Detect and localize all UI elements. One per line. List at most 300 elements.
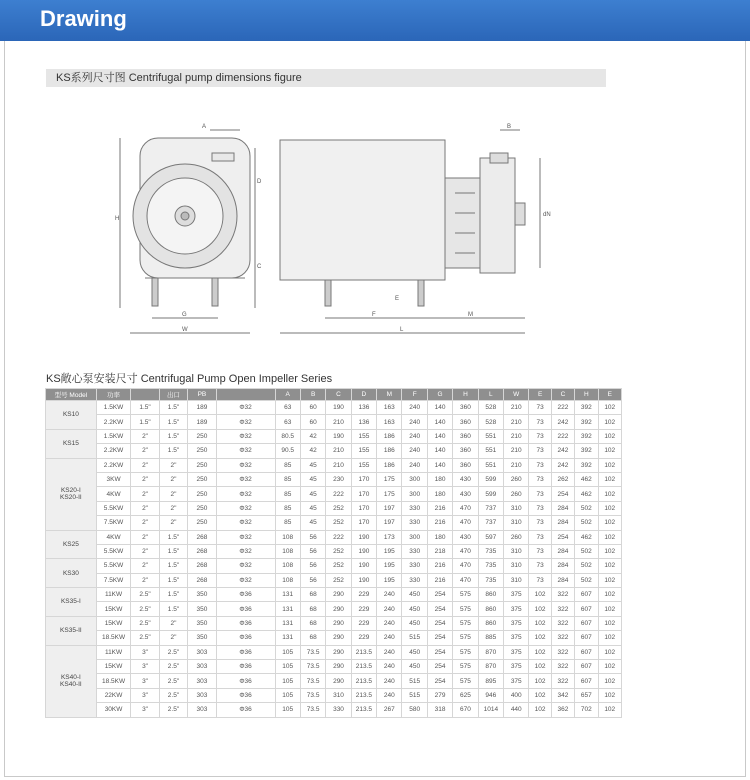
table-cell: 42 [300, 429, 325, 443]
table-cell: 430 [453, 487, 478, 501]
table-cell: 140 [427, 458, 452, 472]
table-cell: 45 [300, 458, 325, 472]
table-cell: Φ36 [216, 588, 275, 602]
svg-text:dN: dN [543, 212, 551, 218]
table-cell: 310 [504, 573, 529, 587]
table-cell: 102 [598, 458, 622, 472]
table-cell: 303 [188, 674, 216, 688]
table-cell: 528 [478, 401, 503, 415]
table-cell: 575 [453, 588, 478, 602]
table-cell: 254 [427, 616, 452, 630]
table-cell: 450 [402, 645, 427, 659]
table-row [46, 472, 622, 486]
table-cell: 73 [529, 429, 551, 443]
svg-text:M: M [468, 312, 473, 318]
table-cell: 105 [275, 674, 300, 688]
table-cell: 7.5KW [96, 573, 131, 587]
table-cell: 213.5 [351, 703, 376, 717]
table-cell: 360 [453, 429, 478, 443]
table-cell: 254 [427, 674, 452, 688]
table-cell: 303 [188, 660, 216, 674]
table-cell: 268 [188, 559, 216, 573]
table-cell: 284 [551, 559, 574, 573]
table-cell: 102 [598, 645, 622, 659]
table-cell: 105 [275, 660, 300, 674]
model-cell: KS20-I KS20-II [46, 458, 97, 530]
table-cell: 180 [427, 530, 452, 544]
table-cell: 470 [453, 501, 478, 515]
table-cell: Φ32 [216, 516, 275, 530]
table-cell: 195 [377, 559, 402, 573]
table-cell: 430 [453, 472, 478, 486]
table-cell: 375 [504, 588, 529, 602]
table-cell: 102 [529, 588, 551, 602]
table-cell: 392 [575, 415, 598, 429]
table-cell: 1.5" [159, 559, 187, 573]
banner-title: Drawing [40, 6, 127, 31]
table-cell: Φ32 [216, 458, 275, 472]
table-cell: 290 [326, 660, 351, 674]
table-cell: 2.5" [159, 660, 187, 674]
table-cell: 108 [275, 544, 300, 558]
table-cell: 73.5 [300, 645, 325, 659]
table-cell: 102 [598, 573, 622, 587]
table-cell: 360 [453, 401, 478, 415]
table-cell: 102 [529, 645, 551, 659]
table-row [46, 501, 622, 515]
table-cell: 322 [551, 602, 574, 616]
table-cell: 3" [131, 674, 159, 688]
table-row [46, 544, 622, 558]
table-cell: 4KW [96, 530, 131, 544]
table-cell: 195 [377, 573, 402, 587]
table-cell: 105 [275, 688, 300, 702]
table-cell: 2.5" [131, 588, 159, 602]
table-cell: 607 [575, 602, 598, 616]
table-cell: 213.5 [351, 674, 376, 688]
table-cell: 11KW [96, 588, 131, 602]
table-cell: 102 [598, 674, 622, 688]
table-cell: 737 [478, 516, 503, 530]
table-cell: 860 [478, 616, 503, 630]
table-row [46, 588, 622, 602]
table-cell: 670 [453, 703, 478, 717]
table-cell: 300 [402, 472, 427, 486]
table-cell: 870 [478, 645, 503, 659]
table-cell: 254 [427, 588, 452, 602]
table-cell: 222 [326, 487, 351, 501]
table-cell: 250 [188, 501, 216, 515]
svg-text:B: B [507, 124, 512, 130]
table-cell: Φ36 [216, 660, 275, 674]
table-cell: 190 [351, 530, 376, 544]
table-cell: 1.5" [159, 415, 187, 429]
table-cell: 73 [529, 559, 551, 573]
table-cell: 210 [504, 458, 529, 472]
table-row [46, 645, 622, 659]
table-cell: 3" [131, 703, 159, 717]
table-cell: 254 [551, 530, 574, 544]
table-cell: 450 [402, 660, 427, 674]
table-cell: 15KW [96, 602, 131, 616]
table-cell: 2.5" [131, 631, 159, 645]
table-cell: 502 [575, 573, 598, 587]
table-cell: 1.5" [159, 588, 187, 602]
table-cell: 735 [478, 544, 503, 558]
table-cell: 85 [275, 472, 300, 486]
table-cell: 5.5KW [96, 501, 131, 515]
table-cell: 375 [504, 631, 529, 645]
table-cell: 290 [326, 645, 351, 659]
table-cell: Φ36 [216, 602, 275, 616]
table-cell: 254 [427, 631, 452, 645]
table-cell: 322 [551, 631, 574, 645]
table-cell: 599 [478, 487, 503, 501]
table-cell: 737 [478, 501, 503, 515]
table-cell: 73 [529, 472, 551, 486]
table-cell: 515 [402, 674, 427, 688]
table-cell: 515 [402, 688, 427, 702]
table-cell: 597 [478, 530, 503, 544]
table-cell: 2" [131, 444, 159, 458]
model-cell: KS35-I [46, 588, 97, 617]
table-cell: 310 [504, 559, 529, 573]
table-cell: 170 [351, 516, 376, 530]
table-cell: Φ32 [216, 472, 275, 486]
table-cell: 73 [529, 444, 551, 458]
col-header: C [551, 389, 574, 401]
table-cell: 60 [300, 401, 325, 415]
table-cell: 45 [300, 501, 325, 515]
svg-text:A: A [202, 124, 207, 130]
table-cell: 240 [402, 444, 427, 458]
table-cell: Φ32 [216, 429, 275, 443]
table-cell: 284 [551, 573, 574, 587]
table-cell: 102 [598, 516, 622, 530]
table-cell: 102 [598, 559, 622, 573]
table-cell: 186 [377, 458, 402, 472]
table-cell: 240 [402, 458, 427, 472]
table-cell: 350 [188, 588, 216, 602]
table-cell: 222 [551, 401, 574, 415]
table-cell: 102 [598, 616, 622, 630]
table-cell: 210 [326, 415, 351, 429]
table-cell: 189 [188, 415, 216, 429]
table-cell: 2.5" [131, 602, 159, 616]
table-cell: 73 [529, 487, 551, 501]
table-cell: 268 [188, 530, 216, 544]
table-cell: 2" [131, 501, 159, 515]
table-cell: 625 [453, 688, 478, 702]
table-cell: 213.5 [351, 645, 376, 659]
table-cell: 528 [478, 415, 503, 429]
table-cell: 342 [551, 688, 574, 702]
table-cell: 155 [351, 444, 376, 458]
table-cell: 400 [504, 688, 529, 702]
table-cell: 108 [275, 573, 300, 587]
table-cell: 252 [326, 544, 351, 558]
table-cell: 213.5 [351, 688, 376, 702]
col-header: C [326, 389, 351, 401]
dimension-table [45, 388, 622, 718]
table-cell: 290 [326, 602, 351, 616]
table-cell: Φ36 [216, 616, 275, 630]
table-cell: 322 [551, 660, 574, 674]
table-cell: 284 [551, 516, 574, 530]
table-cell: 186 [377, 429, 402, 443]
table-cell: 216 [427, 559, 452, 573]
table-cell: 260 [504, 487, 529, 501]
table-cell: 2.5" [159, 703, 187, 717]
table-cell: 2" [159, 472, 187, 486]
table-cell: 502 [575, 559, 598, 573]
table-cell: 102 [598, 429, 622, 443]
table-cell: 310 [504, 516, 529, 530]
table-cell: 330 [326, 703, 351, 717]
table-cell: 102 [598, 415, 622, 429]
table-cell: 5.5KW [96, 544, 131, 558]
table-cell: 136 [351, 401, 376, 415]
table-cell: 290 [326, 616, 351, 630]
table-cell: 190 [351, 573, 376, 587]
table-cell: 18.5KW [96, 631, 131, 645]
table-cell: 2" [159, 501, 187, 515]
table-cell: 175 [377, 487, 402, 501]
table-cell: 242 [551, 415, 574, 429]
table-cell: 1014 [478, 703, 503, 717]
table-cell: 45 [300, 516, 325, 530]
table-cell: 210 [504, 401, 529, 415]
table-cell: 657 [575, 688, 598, 702]
table-cell: 702 [575, 703, 598, 717]
model-cell: KS40-I KS40-II [46, 645, 97, 717]
svg-text:D: D [257, 179, 262, 185]
table-cell: 3KW [96, 472, 131, 486]
table-cell: 250 [188, 487, 216, 501]
table-cell: 56 [300, 573, 325, 587]
table-cell: Φ36 [216, 688, 275, 702]
table-cell: 470 [453, 544, 478, 558]
table-cell: 197 [377, 516, 402, 530]
table-cell: 260 [504, 530, 529, 544]
table-row [46, 429, 622, 443]
table-cell: 2" [159, 458, 187, 472]
table-cell: 860 [478, 602, 503, 616]
table-cell: 210 [504, 444, 529, 458]
table-cell: 240 [377, 631, 402, 645]
table-cell: 218 [427, 544, 452, 558]
table-cell: 300 [402, 487, 427, 501]
table-cell: 102 [529, 602, 551, 616]
table-cell: 284 [551, 544, 574, 558]
table-cell: 222 [326, 530, 351, 544]
table-cell: 73 [529, 401, 551, 415]
motor-housing [280, 140, 445, 280]
table-cell: 450 [402, 588, 427, 602]
table-cell: 290 [326, 631, 351, 645]
table-cell: 63 [275, 401, 300, 415]
col-header: G [427, 389, 452, 401]
table-cell: 470 [453, 559, 478, 573]
table-cell: 2" [131, 530, 159, 544]
table-cell: 330 [402, 501, 427, 515]
table-cell: 330 [402, 559, 427, 573]
model-cell: KS35-II [46, 616, 97, 645]
table-cell: 2" [131, 544, 159, 558]
table-cell: 392 [575, 401, 598, 415]
table-cell: 102 [598, 544, 622, 558]
table-cell: 360 [453, 458, 478, 472]
table-cell: 551 [478, 444, 503, 458]
table-cell: 2" [159, 516, 187, 530]
table-cell: 599 [478, 472, 503, 486]
table-cell: 300 [402, 530, 427, 544]
table-cell: 350 [188, 616, 216, 630]
table-cell: 310 [504, 501, 529, 515]
header-banner [0, 0, 750, 41]
table-cell: Φ32 [216, 559, 275, 573]
table-cell: 102 [529, 688, 551, 702]
table-cell: 2" [159, 616, 187, 630]
table-cell: 260 [504, 472, 529, 486]
table-cell: 163 [377, 415, 402, 429]
table-cell: 56 [300, 559, 325, 573]
table-row [46, 530, 622, 544]
table-cell: 210 [504, 415, 529, 429]
table-cell: 607 [575, 588, 598, 602]
table-cell: 68 [300, 616, 325, 630]
table-cell: 290 [326, 674, 351, 688]
table-cell: 575 [453, 674, 478, 688]
table-cell: 440 [504, 703, 529, 717]
table-cell: 60 [300, 415, 325, 429]
table-cell: 362 [551, 703, 574, 717]
table-cell: 175 [377, 472, 402, 486]
table-cell: 330 [402, 516, 427, 530]
svg-text:F: F [372, 312, 376, 318]
table-row [46, 602, 622, 616]
table-cell: 108 [275, 530, 300, 544]
table-cell: Φ36 [216, 703, 275, 717]
table-cell: 140 [427, 444, 452, 458]
table-cell: Φ32 [216, 444, 275, 458]
table-cell: 895 [478, 674, 503, 688]
table-cell: 140 [427, 429, 452, 443]
table-cell: 450 [402, 602, 427, 616]
table-cell: 90.5 [275, 444, 300, 458]
table-row [46, 559, 622, 573]
table-cell: 575 [453, 616, 478, 630]
table-cell: 222 [551, 429, 574, 443]
table-cell: 575 [453, 602, 478, 616]
table-cell: 102 [598, 631, 622, 645]
table-cell: 45 [300, 472, 325, 486]
table-cell: Φ32 [216, 401, 275, 415]
table-cell: 85 [275, 516, 300, 530]
table-cell: 254 [427, 602, 452, 616]
table-cell: 1.5" [159, 602, 187, 616]
table-cell: 252 [326, 501, 351, 515]
table-cell: 375 [504, 674, 529, 688]
table-cell: 131 [275, 588, 300, 602]
table-cell: Φ32 [216, 530, 275, 544]
table-cell: 2.5" [131, 616, 159, 630]
table-cell: 3" [131, 660, 159, 674]
table-cell: 2" [159, 487, 187, 501]
table-cell: 392 [575, 444, 598, 458]
table-cell: 240 [402, 429, 427, 443]
table-cell: 131 [275, 616, 300, 630]
table-cell: 268 [188, 573, 216, 587]
table-caption: KS敞心泵安装尺寸 Centrifugal Pump Open Impeller Series [46, 373, 333, 385]
table-cell: 250 [188, 444, 216, 458]
table-cell: 240 [402, 415, 427, 429]
outlet-header: 出口 [159, 389, 187, 401]
table-cell: 2" [131, 573, 159, 587]
table-cell: 1.5" [159, 530, 187, 544]
table-cell: 229 [351, 631, 376, 645]
table-cell: 102 [598, 501, 622, 515]
table-cell: 735 [478, 559, 503, 573]
table-cell: 170 [351, 472, 376, 486]
table-cell: 18.5KW [96, 674, 131, 688]
table-cell: 73 [529, 544, 551, 558]
table-cell: 360 [453, 444, 478, 458]
table-cell: 73 [529, 458, 551, 472]
table-cell: 68 [300, 631, 325, 645]
table-cell: 85 [275, 501, 300, 515]
table-cell: 170 [351, 501, 376, 515]
svg-text:L: L [400, 327, 404, 333]
table-cell: 375 [504, 645, 529, 659]
table-cell: 607 [575, 660, 598, 674]
table-cell: 2.2KW [96, 444, 131, 458]
table-cell: 575 [453, 660, 478, 674]
table-row [46, 674, 622, 688]
table-cell: 73.5 [300, 674, 325, 688]
col-header: H [575, 389, 598, 401]
table-cell: 240 [377, 588, 402, 602]
table-cell: 197 [377, 501, 402, 515]
table-cell: 216 [427, 516, 452, 530]
table-cell: 607 [575, 631, 598, 645]
table-cell: 310 [504, 544, 529, 558]
col-header: B [300, 389, 325, 401]
table-cell: 946 [478, 688, 503, 702]
table-cell: 310 [326, 688, 351, 702]
table-cell: 131 [275, 602, 300, 616]
table-cell: 108 [275, 559, 300, 573]
table-cell: 2" [131, 559, 159, 573]
table-cell: 502 [575, 501, 598, 515]
table-cell: 242 [551, 458, 574, 472]
table-cell: 210 [326, 444, 351, 458]
table-row [46, 631, 622, 645]
table-cell: 5.5KW [96, 559, 131, 573]
table-cell: 551 [478, 458, 503, 472]
col-header: E [529, 389, 551, 401]
table-row [46, 487, 622, 501]
table-cell: 1.5" [159, 444, 187, 458]
table-cell: 375 [504, 616, 529, 630]
table-cell: 131 [275, 631, 300, 645]
col-header: H [453, 389, 478, 401]
table-cell: 140 [427, 415, 452, 429]
pump-dimension-drawing [100, 118, 560, 348]
table-cell: 303 [188, 688, 216, 702]
table-cell: 229 [351, 588, 376, 602]
pump-head [445, 178, 480, 268]
